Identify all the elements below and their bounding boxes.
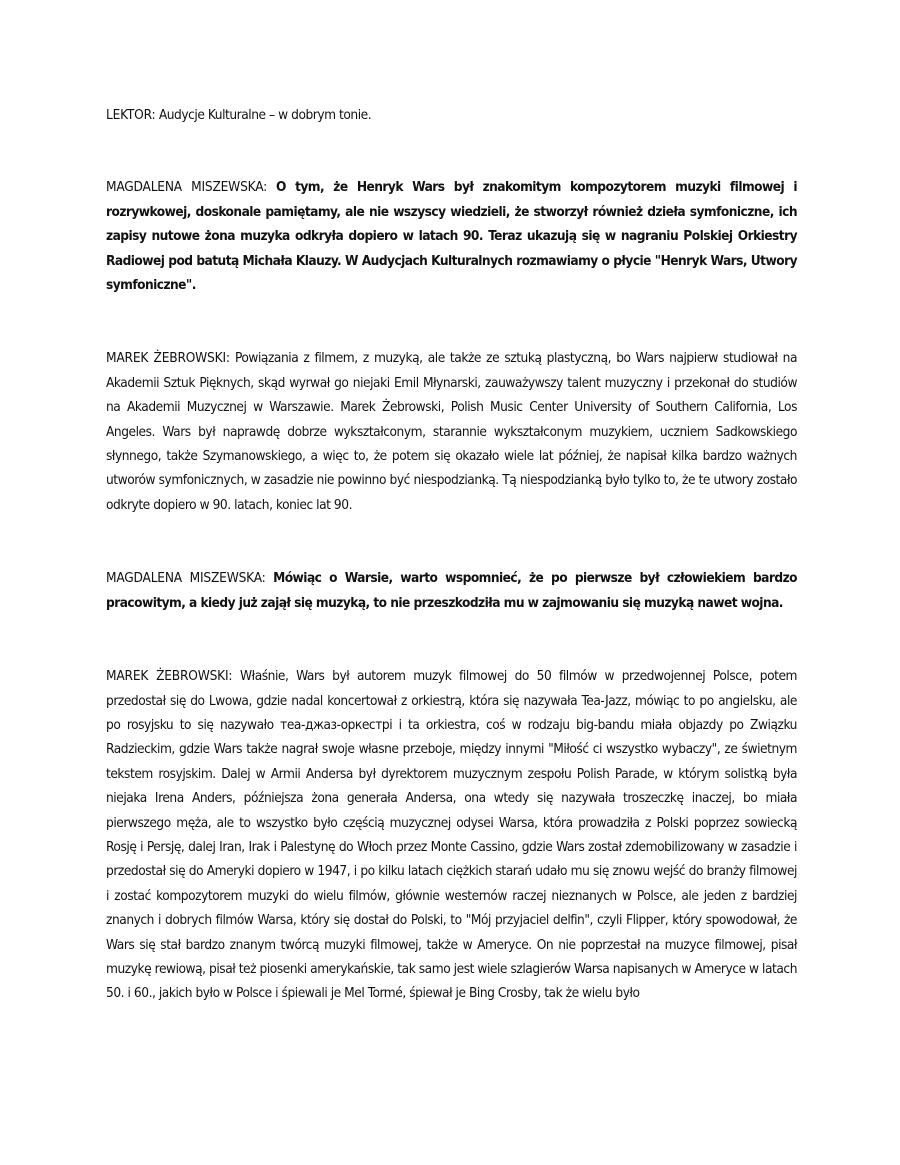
speaker-label: MAGDALENA MISZEWSKA: [106,179,268,196]
paragraph-zebrowski-2 [106,664,797,1006]
paragraph-miszewska-2 [106,566,797,615]
paragraph-miszewska-1 [106,175,797,297]
speaker-label: MAREK ŻEBROWSKI: [106,668,233,685]
speaker-label: MAGDALENA MISZEWSKA: [106,570,266,587]
utterance-text: O tym, że Henryk Wars był znakomitym kompozytorem muzyki filmowej i rozrywkowej, doskonale pamiętamy, ale nie wszyscy wiedzieli, że stworzył również dzieła symfoniczne, ich zapisy nutowe żona muzyka odkryła dopiero w latach 90. Teraz ukazują się w nagraniu Polskiej Orkiestry Radiowej pod batutą Michała Klauzy. W Audycjach Kulturalnych rozmawiamy o płycie "Henryk Wars, Utwory symfoniczne". [106,179,797,294]
utterance-text: Właśnie, Wars był autorem muzyk filmowej do 50 filmów w przedwojennej Polsce, potem przedostał się do Lwowa, gdzie nadal koncertował z orkiestrą, która się nazywała Tea-Jazz, mówiąc to po angielsku, ale po rosyjsku to się nazywało теа-джаз-оркестрі i ta orkiestra, coś w rodzaju big-bandu miała objazdy po Związku Radzieckim, gdzie Wars także nagrał swoje własne przeboje, między innymi "Miłość ci wszystko wybaczy", ze świetnym tekstem rosyjskim. Dalej w Armii Andersa był dyrektorem muzycznym zespołu Polish Parade, w którym solistką była niejaka Irena Anders, późniejsza żona generała Andersa, ona wtedy się nazywała troszeczkę inaczej, bo miała pierwszego męża, ale to wszystko było częścią muzycznej odysei Warsa, która prowadziła z Polski poprzez sowiecką Rosję i Persję, dalej Iran, Irak i Palestynę do Włoch przez Monte Cassino, gdzie Wars został zdemobilizowany w zasadzie i przedostał się do Ameryki dopiero w 1947, i po kilku latach ciężkich starań udało mu się znowu wejść do branży filmowej i zostać kompozytorem muzyki do wielu filmów, głównie westernów raczej nieznanych w Polsce, ale jeden z bardziej znanych i dobrych filmów Warsa, który się dostał do Polski, to "Mój przyjaciel delfin", czyli Flipper, który spowodował, że Wars się stał bardzo znanym twórcą muzyki filmowej, także w Ameryce. On nie poprzestał na muzyce filmowej, pisał muzykę rewiową, pisał też piosenki amerykańskie, tak samo jest wiele szlagierów Warsa napisanych w Ameryce w latach 50. i 60., jakich było w Polsce i śpiewali je Mel Tormé, śpiewał je Bing Crosby, tak że wielu było [106,668,797,1002]
paragraph-zebrowski-1 [106,346,797,517]
transcript-page [106,103,797,1006]
utterance-text: Powiązania z filmem, z muzyką, ale także ze sztuką plastyczną, bo Wars najpierw studiował na Akademii Sztuk Pięknych, skąd wyrwał go niejaki Emil Młynarski, zauważywszy talent muzyczny i przekonał do studiów na Akademii Muzycznej w Warszawie. Marek Żebrowski, Polish Music Center University of Southern California, Los Angeles. Wars był naprawdę dobrze wykształconym, starannie wykształconym muzykiem, uczniem Sadkowskiego słynnego, także Szymanowskiego, a więc to, że potem się okazało wiele lat później, że napisał kilka bardzo ważnych utworów symfonicznych, w zasadzie nie powinno być niespodzianką. Tą niespodzianką było tylko to, że te utwory zostało odkryte dopiero w 90. latach, koniec lat 90. [106,350,798,513]
speaker-label: MAREK ŻEBROWSKI: [106,350,230,367]
paragraph-lektor [106,103,797,127]
utterance-text: Mówiąc o Warsie, warto wspomnieć, że po pierwsze był człowiekiem bardzo pracowitym, a kiedy już zajął się muzyką, to nie przeszkodziła mu w zajmowaniu się muzyką nawet wojna. [106,570,797,611]
utterance-text: Audycje Kulturalne – w dobrym tonie. [158,107,372,123]
speaker-label: LEKTOR: [106,107,156,123]
